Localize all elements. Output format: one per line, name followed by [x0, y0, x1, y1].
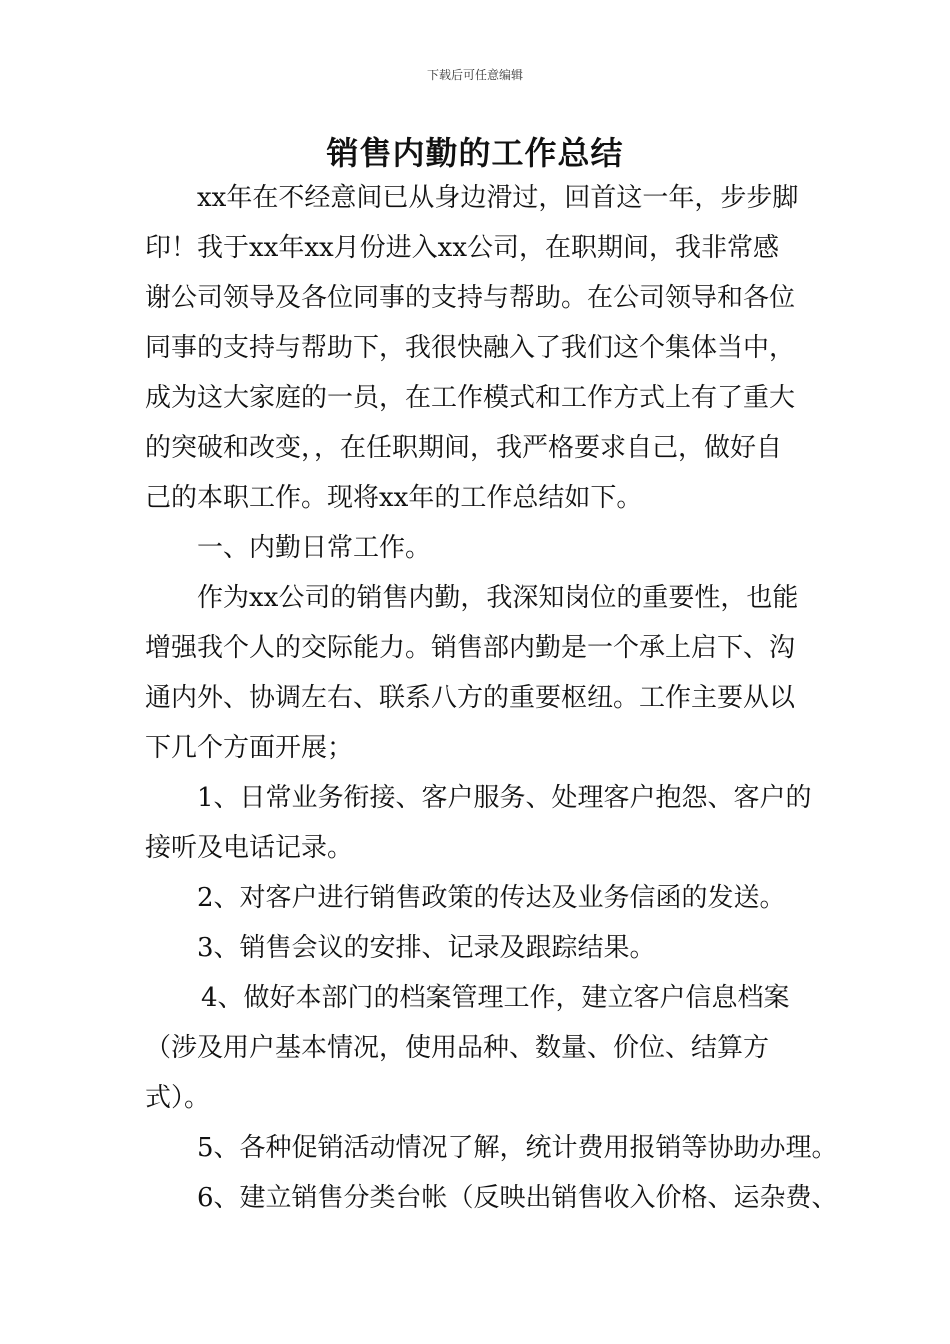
list-item-line: 3、销售会议的安排、记录及跟踪结果。: [197, 933, 656, 963]
paragraph-line: 通内外、协调左右、联系八方的重要枢纽。工作主要从以: [145, 683, 796, 713]
list-item-line: 1、日常业务衔接、客户服务、处理客户抱怨、客户的: [197, 783, 812, 813]
list-item-line: 6、建立销售分类台帐（反映出销售收入价格、运杂费、: [197, 1183, 838, 1213]
list-item-line: 接听及电话记录。: [145, 833, 354, 863]
paragraph-line: 下几个方面开展；: [145, 733, 354, 763]
list-item-line: （涉及用户基本情况，使用品种、数量、价位、结算方: [145, 1033, 770, 1063]
list-item-line: 4、做好本部门的档案管理工作，建立客户信息档案: [201, 983, 790, 1013]
paragraph-line: 作为xx公司的销售内勤，我深知岗位的重要性，也能: [197, 583, 799, 613]
paragraph-line: 同事的支持与帮助下，我很快融入了我们这个集体当中，: [145, 333, 796, 363]
document-title: 销售内勤的工作总结: [326, 134, 624, 172]
paragraph-line: 己的本职工作。现将xx年的工作总结如下。: [145, 483, 643, 513]
list-item-line: 2、对客户进行销售政策的传达及业务信函的发送。: [197, 883, 786, 913]
header-note: 下载后可任意编辑: [426, 68, 523, 82]
list-item-line: 5、各种促销活动情况了解，统计费用报销等协助办理。: [197, 1133, 838, 1163]
paragraph-line: 谢公司领导及各位同事的支持与帮助。在公司领导和各位: [145, 283, 796, 313]
paragraph-line: xx年在不经意间已从身边滑过，回首这一年，步步脚: [197, 183, 799, 213]
list-item-line: 式）。: [145, 1083, 211, 1113]
paragraph-line: 增强我个人的交际能力。销售部内勤是一个承上启下、沟: [145, 633, 796, 663]
paragraph-line: 印！我于xx年xx月份进入xx公司，在职期间，我非常感: [145, 233, 779, 263]
paragraph-line: 的突破和改变，，在任职期间，我严格要求自己，做好自: [145, 433, 783, 463]
section-heading: 一、内勤日常工作。: [197, 533, 432, 563]
paragraph-line: 成为这大家庭的一员，在工作模式和工作方式上有了重大: [145, 383, 796, 413]
